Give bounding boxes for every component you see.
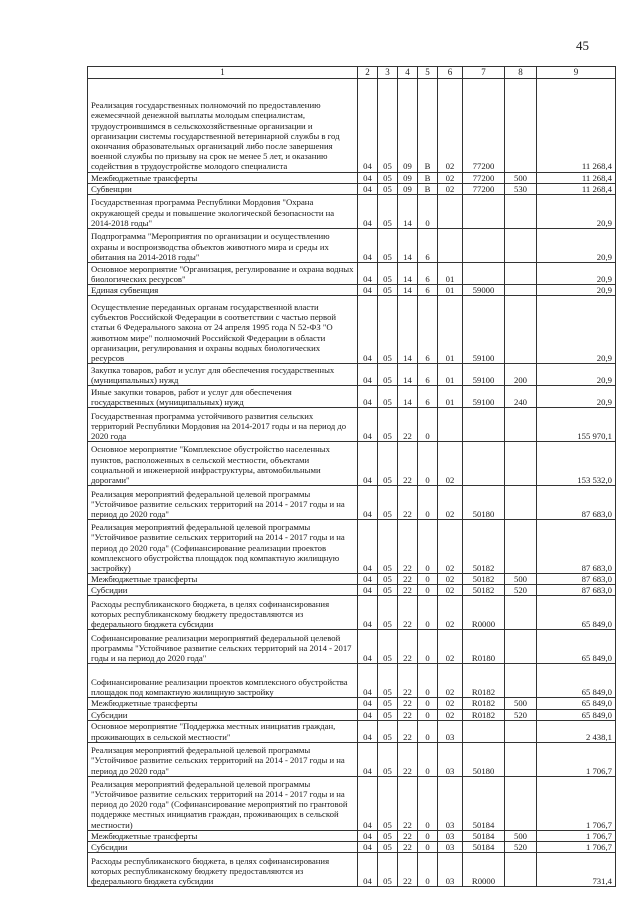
row-code: [505, 228, 537, 262]
row-description: Иные закупки товаров, работ и услуг для обеспечения государственных (муниципальных) нужд: [88, 386, 358, 408]
row-code: 05: [378, 296, 398, 364]
row-amount: 1 706,7: [537, 776, 616, 830]
row-amount: 11 268,4: [537, 183, 616, 194]
row-code: 59100: [463, 296, 505, 364]
row-amount: 20,9: [537, 262, 616, 284]
row-code: 22: [398, 776, 418, 830]
row-code: 04: [358, 709, 378, 720]
row-code: 04: [358, 776, 378, 830]
row-code: 22: [398, 841, 418, 852]
row-code: [463, 720, 505, 742]
row-code: 09: [398, 183, 418, 194]
row-code: 6: [418, 296, 438, 364]
table-row: [88, 228, 616, 262]
row-code: 05: [378, 284, 398, 295]
row-code: В: [418, 183, 438, 194]
row-code: 05: [378, 742, 398, 776]
row-code: 04: [358, 408, 378, 442]
row-code: 01: [438, 296, 463, 364]
table-row: [88, 486, 616, 520]
row-code: [505, 520, 537, 574]
row-code: 0: [418, 698, 438, 709]
row-code: 04: [358, 520, 378, 574]
row-code: 02: [438, 78, 463, 172]
table-row: [88, 296, 616, 364]
row-code: 05: [378, 386, 398, 408]
row-code: 02: [438, 709, 463, 720]
row-code: 22: [398, 408, 418, 442]
row-code: 520: [505, 709, 537, 720]
row-code: 04: [358, 183, 378, 194]
row-code: 02: [438, 172, 463, 183]
table-row: [88, 262, 616, 284]
row-code: 05: [378, 183, 398, 194]
row-code: 05: [378, 830, 398, 841]
table-row: [88, 853, 616, 887]
table-row: [88, 664, 616, 698]
table-row: [88, 364, 616, 386]
row-code: 01: [438, 262, 463, 284]
row-code: 05: [378, 841, 398, 852]
row-code: 0: [418, 720, 438, 742]
row-code: 02: [438, 486, 463, 520]
row-description: Основное мероприятие "Комплексное обустройство населенных пунктов, расположенных в сельской местности, объектами социальной и инженерной инфраструктуры, автомобильными дорогами": [88, 442, 358, 486]
row-code: [463, 194, 505, 228]
row-description: Реализация мероприятий федеральной целевой программы "Устойчивое развитие сельских территорий на 2014 - 2017 годы и на период до 2020 года": [88, 742, 358, 776]
row-code: 6: [418, 364, 438, 386]
row-code: 6: [418, 284, 438, 295]
row-code: 02: [438, 574, 463, 585]
row-amount: 20,9: [537, 228, 616, 262]
row-code: 22: [398, 853, 418, 887]
row-code: 04: [358, 830, 378, 841]
table-row: [88, 172, 616, 183]
row-code: [438, 408, 463, 442]
row-code: 04: [358, 630, 378, 664]
row-code: 02: [438, 630, 463, 664]
row-code: 520: [505, 841, 537, 852]
row-code: 04: [358, 228, 378, 262]
column-header: 1: [88, 67, 358, 79]
row-description: Реализация мероприятий федеральной целевой программы "Устойчивое развитие сельских территорий на 2014 - 2017 годы и на период до 2020 года": [88, 486, 358, 520]
row-code: 0: [418, 194, 438, 228]
row-code: 22: [398, 720, 418, 742]
row-code: 22: [398, 742, 418, 776]
row-code: 0: [418, 486, 438, 520]
row-amount: 87 683,0: [537, 585, 616, 596]
row-description: Межбюджетные трансферты: [88, 574, 358, 585]
row-code: 22: [398, 698, 418, 709]
column-header: 3: [378, 67, 398, 79]
row-code: 05: [378, 262, 398, 284]
row-description: Осуществление переданных органам государственной власти субъектов Российской Федерации в соответствии с частью первой статьи 6 Федерального закона от 24 апреля 1995 года N 52-ФЗ "О животном мире" полномочий Российской Федерации в области организации, регулирования и охраны водных биологических ресурсов: [88, 296, 358, 364]
row-code: 05: [378, 172, 398, 183]
row-code: 0: [418, 630, 438, 664]
row-code: 03: [438, 720, 463, 742]
row-code: R0180: [463, 630, 505, 664]
row-description: Субвенции: [88, 183, 358, 194]
row-code: [505, 776, 537, 830]
row-code: 05: [378, 709, 398, 720]
row-description: Основное мероприятие "Поддержка местных инициатив граждан, проживающих в сельской местности": [88, 720, 358, 742]
row-amount: 20,9: [537, 194, 616, 228]
row-code: [505, 194, 537, 228]
row-description: Государственная программа устойчивого развития сельских территорий Республики Мордовия на 2014-2017 годы и на период до 2020 года: [88, 408, 358, 442]
row-code: 05: [378, 194, 398, 228]
row-code: 02: [438, 183, 463, 194]
row-description: Субсидии: [88, 709, 358, 720]
row-code: 05: [378, 486, 398, 520]
row-description: Реализация мероприятий федеральной целевой программы "Устойчивое развитие сельских территорий на 2014 - 2017 годы и на период до 2020 года" (Софинансирование мероприятий по грантовой поддержке местных инициатив граждан, проживающих в сельской местности): [88, 776, 358, 830]
row-code: 50180: [463, 486, 505, 520]
row-code: 200: [505, 364, 537, 386]
row-code: [505, 853, 537, 887]
row-code: 0: [418, 742, 438, 776]
row-code: 04: [358, 574, 378, 585]
table-row: [88, 585, 616, 596]
row-description: Межбюджетные трансферты: [88, 830, 358, 841]
row-description: Основное мероприятие "Организация, регулирование и охрана водных биологических ресурсов": [88, 262, 358, 284]
row-code: [505, 664, 537, 698]
row-code: 03: [438, 776, 463, 830]
table-row: [88, 78, 616, 172]
column-header: 7: [463, 67, 505, 79]
row-code: [505, 442, 537, 486]
row-code: 240: [505, 386, 537, 408]
table-row: [88, 386, 616, 408]
row-code: 22: [398, 830, 418, 841]
row-code: [505, 78, 537, 172]
row-code: 50180: [463, 742, 505, 776]
row-code: [463, 262, 505, 284]
row-code: 14: [398, 364, 418, 386]
column-header: 5: [418, 67, 438, 79]
row-code: 04: [358, 364, 378, 386]
row-code: 77200: [463, 183, 505, 194]
row-description: Субсидии: [88, 585, 358, 596]
table-row: [88, 183, 616, 194]
row-code: 0: [418, 585, 438, 596]
row-code: 04: [358, 664, 378, 698]
row-description: Межбюджетные трансферты: [88, 698, 358, 709]
row-code: R0182: [463, 698, 505, 709]
row-code: 50182: [463, 574, 505, 585]
row-code: 22: [398, 520, 418, 574]
row-code: [505, 296, 537, 364]
row-code: [505, 630, 537, 664]
row-code: 05: [378, 776, 398, 830]
page-number: 45: [576, 38, 589, 53]
row-amount: 2 438,1: [537, 720, 616, 742]
row-code: 500: [505, 830, 537, 841]
row-code: 520: [505, 585, 537, 596]
row-amount: 87 683,0: [537, 520, 616, 574]
row-amount: 11 268,4: [537, 78, 616, 172]
table-row: [88, 841, 616, 852]
row-code: 500: [505, 698, 537, 709]
row-code: 04: [358, 742, 378, 776]
table-row: [88, 596, 616, 630]
row-code: 0: [418, 596, 438, 630]
row-code: 03: [438, 830, 463, 841]
row-code: 02: [438, 698, 463, 709]
row-code: 05: [378, 228, 398, 262]
row-amount: 20,9: [537, 284, 616, 295]
row-amount: 65 849,0: [537, 596, 616, 630]
row-description: Государственная программа Республики Мордовия "Охрана окружающей среды и повышение экологической безопасности на 2014-2018 годы": [88, 194, 358, 228]
table-row: [88, 574, 616, 585]
row-code: 04: [358, 720, 378, 742]
row-code: [505, 596, 537, 630]
row-code: 22: [398, 709, 418, 720]
row-description: Расходы республиканского бюджета, в целях софинансирования которых республиканскому бюджету предоставляются из федерального бюджета субсидии: [88, 596, 358, 630]
row-code: 02: [438, 520, 463, 574]
row-code: 59100: [463, 386, 505, 408]
row-amount: 20,9: [537, 364, 616, 386]
row-code: 59100: [463, 364, 505, 386]
row-code: 01: [438, 386, 463, 408]
row-code: 500: [505, 172, 537, 183]
row-amount: 731,4: [537, 853, 616, 887]
row-code: 6: [418, 262, 438, 284]
row-code: [438, 194, 463, 228]
row-code: R0000: [463, 596, 505, 630]
row-code: 02: [438, 585, 463, 596]
row-code: 50182: [463, 520, 505, 574]
row-code: R0182: [463, 709, 505, 720]
row-code: 04: [358, 841, 378, 852]
row-code: 04: [358, 284, 378, 295]
row-amount: 1 706,7: [537, 742, 616, 776]
row-amount: 1 706,7: [537, 830, 616, 841]
row-description: Закупка товаров, работ и услуг для обеспечения государственных (муниципальных) нужд: [88, 364, 358, 386]
row-code: 14: [398, 262, 418, 284]
row-amount: 87 683,0: [537, 574, 616, 585]
row-code: [505, 262, 537, 284]
row-code: 05: [378, 664, 398, 698]
row-code: 14: [398, 296, 418, 364]
row-code: 22: [398, 596, 418, 630]
row-code: В: [418, 172, 438, 183]
row-code: 04: [358, 172, 378, 183]
row-code: 59000: [463, 284, 505, 295]
table-header-row: [88, 67, 616, 79]
row-code: 09: [398, 78, 418, 172]
row-code: 04: [358, 296, 378, 364]
row-code: 05: [378, 585, 398, 596]
row-code: 0: [418, 776, 438, 830]
row-code: 0: [418, 853, 438, 887]
table-row: [88, 830, 616, 841]
row-code: 50184: [463, 841, 505, 852]
table-row: [88, 742, 616, 776]
row-code: [505, 408, 537, 442]
row-code: 14: [398, 194, 418, 228]
row-code: 0: [418, 442, 438, 486]
row-code: 05: [378, 853, 398, 887]
row-code: 22: [398, 585, 418, 596]
row-code: 0: [418, 664, 438, 698]
row-code: 77200: [463, 172, 505, 183]
row-amount: 20,9: [537, 386, 616, 408]
row-code: 02: [438, 596, 463, 630]
row-description: Расходы республиканского бюджета, в целях софинансирования которых республиканскому бюджету предоставляются из федерального бюджета субсидии: [88, 853, 358, 887]
row-code: 6: [418, 386, 438, 408]
row-code: 22: [398, 486, 418, 520]
row-code: 0: [418, 830, 438, 841]
table-row: [88, 630, 616, 664]
table-row: [88, 709, 616, 720]
row-code: 0: [418, 574, 438, 585]
row-code: 530: [505, 183, 537, 194]
column-header: 9: [537, 67, 616, 79]
row-code: 02: [438, 664, 463, 698]
row-code: 22: [398, 442, 418, 486]
row-code: 50184: [463, 776, 505, 830]
row-amount: 153 532,0: [537, 442, 616, 486]
row-description: Субсидии: [88, 841, 358, 852]
row-description: Софинансирование реализации мероприятий федеральной целевой программы "Устойчивое развитие сельских территорий на 2014 - 2017 годы и на период до 2020 года": [88, 630, 358, 664]
row-description: Подпрограмма "Мероприятия по организации и осуществлению охраны и воспроизводства объектов животного мира и среды их обитания на 2014-2018 годы": [88, 228, 358, 262]
row-code: 22: [398, 630, 418, 664]
table-row: [88, 442, 616, 486]
row-description: Реализация мероприятий федеральной целевой программы "Устойчивое развитие сельских территорий на 2014 - 2017 годы и на период до 2020 года" (Софинансирование реализации проектов комплексного обустройства площадок под компактную жилищную застройку): [88, 520, 358, 574]
row-code: 09: [398, 172, 418, 183]
row-description: Реализация государственных полномочий по предоставлению ежемесячной денежной выплаты молодым специалистам, трудоустроившимся в сельскохозяйственные организации и организации системы государственной ветеринарной службы в год окончания образовательных организаций либо после завершения военной службы по призыву на срок не менее 5 лет, и оказанию содействия в трудоустройстве молодого специалиста: [88, 78, 358, 172]
row-code: 03: [438, 742, 463, 776]
table-row: [88, 284, 616, 295]
row-code: R0000: [463, 853, 505, 887]
row-code: 05: [378, 520, 398, 574]
row-code: 05: [378, 364, 398, 386]
row-code: 04: [358, 596, 378, 630]
row-code: [463, 442, 505, 486]
row-code: [505, 742, 537, 776]
budget-table: [87, 66, 616, 887]
row-code: 22: [398, 574, 418, 585]
row-code: 02: [438, 442, 463, 486]
row-code: [505, 486, 537, 520]
row-code: 05: [378, 574, 398, 585]
row-code: 03: [438, 853, 463, 887]
row-code: 04: [358, 698, 378, 709]
column-header: 4: [398, 67, 418, 79]
row-code: 05: [378, 630, 398, 664]
table-row: [88, 194, 616, 228]
column-header: 2: [358, 67, 378, 79]
row-code: 0: [418, 841, 438, 852]
row-amount: 65 849,0: [537, 664, 616, 698]
row-code: 05: [378, 442, 398, 486]
row-code: [505, 284, 537, 295]
row-code: [463, 228, 505, 262]
row-amount: 1 706,7: [537, 841, 616, 852]
row-code: 14: [398, 386, 418, 408]
row-code: 04: [358, 442, 378, 486]
row-amount: 155 970,1: [537, 408, 616, 442]
row-code: [463, 408, 505, 442]
row-description: Софинансирование реализации проектов комплексного обустройства площадок под компактную жилищную застройку: [88, 664, 358, 698]
table-row: [88, 776, 616, 830]
row-code: [438, 228, 463, 262]
row-code: 50184: [463, 830, 505, 841]
row-code: 14: [398, 228, 418, 262]
row-code: 05: [378, 596, 398, 630]
row-code: 500: [505, 574, 537, 585]
row-code: [505, 720, 537, 742]
table-row: [88, 520, 616, 574]
row-code: 05: [378, 720, 398, 742]
table-row: [88, 698, 616, 709]
row-code: 04: [358, 853, 378, 887]
row-code: 6: [418, 228, 438, 262]
column-header: 8: [505, 67, 537, 79]
row-code: 0: [418, 709, 438, 720]
row-code: 05: [378, 78, 398, 172]
row-code: 50182: [463, 585, 505, 596]
row-description: Межбюджетные трансферты: [88, 172, 358, 183]
row-amount: 20,9: [537, 296, 616, 364]
row-code: 0: [418, 520, 438, 574]
row-amount: 11 268,4: [537, 172, 616, 183]
row-code: 22: [398, 664, 418, 698]
table-row: [88, 720, 616, 742]
table-row: [88, 408, 616, 442]
row-code: 01: [438, 284, 463, 295]
column-header: 6: [438, 67, 463, 79]
row-code: 05: [378, 698, 398, 709]
row-code: 03: [438, 841, 463, 852]
row-code: 04: [358, 486, 378, 520]
row-amount: 65 849,0: [537, 630, 616, 664]
row-code: 05: [378, 408, 398, 442]
row-code: 77200: [463, 78, 505, 172]
row-code: 04: [358, 585, 378, 596]
row-amount: 87 683,0: [537, 486, 616, 520]
row-amount: 65 849,0: [537, 709, 616, 720]
row-amount: 65 849,0: [537, 698, 616, 709]
row-code: 04: [358, 194, 378, 228]
row-code: 0: [418, 408, 438, 442]
row-code: 14: [398, 284, 418, 295]
row-code: R0182: [463, 664, 505, 698]
row-code: 04: [358, 386, 378, 408]
row-description: Единая субвенция: [88, 284, 358, 295]
row-code: В: [418, 78, 438, 172]
row-code: 01: [438, 364, 463, 386]
row-code: 04: [358, 262, 378, 284]
row-code: 04: [358, 78, 378, 172]
